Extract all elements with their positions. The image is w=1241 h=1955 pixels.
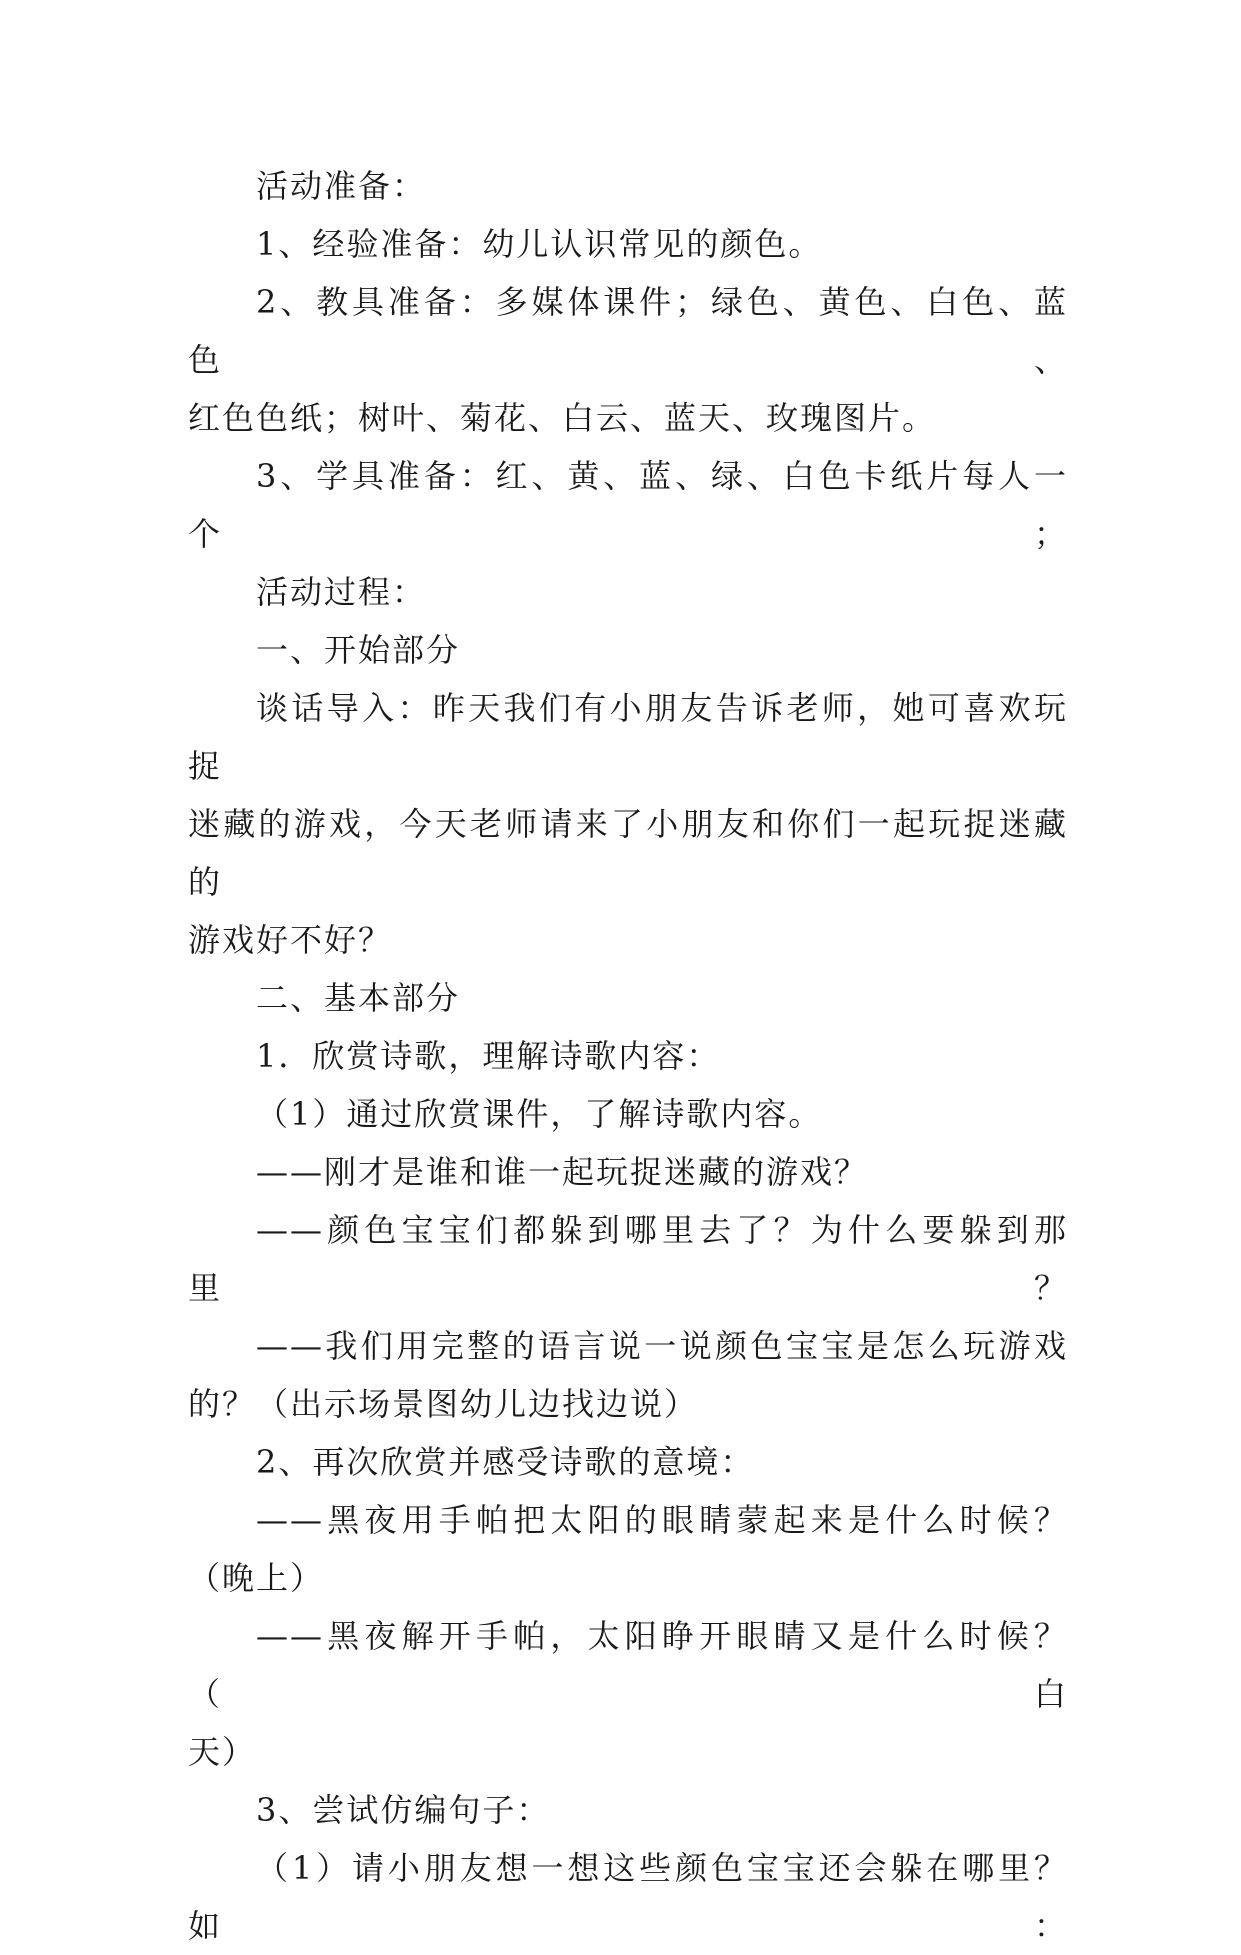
paragraph-courseware: （1）通过欣赏课件，了解诗歌内容。	[256, 1095, 823, 1133]
paragraph-question-day-line2: 天）	[188, 1733, 257, 1771]
paragraph-imitate-sentences: 3、尝试仿编句子：	[256, 1791, 551, 1829]
paragraph-appreciate-poem: 1．欣赏诗歌，理解诗歌内容：	[256, 1037, 721, 1075]
paragraph-section-start: 一、开始部分	[256, 631, 461, 669]
paragraph-teaching-aids-line2: 红色色纸；树叶、菊花、白云、蓝天、玫瑰图片。	[188, 399, 937, 437]
paragraph-activity-prep-heading: 活动准备：	[256, 167, 427, 205]
paragraph-question-how-line1: ——我们用完整的语言说一说颜色宝宝是怎么玩游戏	[256, 1327, 1068, 1365]
document-body	[188, 157, 1068, 1955]
paragraph-teaching-aids-line1: 2、教具准备：多媒体课件；绿色、黄色、白色、蓝色、	[188, 283, 1068, 379]
paragraph-experience-prep: 1、经验准备：幼儿认识常见的颜色。	[256, 225, 823, 263]
paragraph-activity-process-heading: 活动过程：	[256, 573, 427, 611]
paragraph-question-night-line1: ——黑夜用手帕把太阳的眼睛蒙起来是什么时候？	[256, 1501, 1068, 1539]
paragraph-question-who: ——刚才是谁和谁一起玩捉迷藏的游戏？	[256, 1153, 869, 1191]
paragraph-intro-line3: 游戏好不好？	[188, 921, 393, 959]
paragraph-section-basic: 二、基本部分	[256, 979, 461, 1017]
paragraph-think-where: （1）请小朋友想一想这些颜色宝宝还会躲在哪里？如：	[188, 1849, 1068, 1945]
paragraph-appreciate-again: 2、再次欣赏并感受诗歌的意境：	[256, 1443, 755, 1481]
paragraph-intro-line1: 谈话导入：昨天我们有小朋友告诉老师，她可喜欢玩捉	[188, 689, 1068, 785]
paragraph-question-where: ——颜色宝宝们都躲到哪里去了？为什么要躲到那里？	[188, 1211, 1068, 1307]
paragraph-question-how-line2: 的？（出示场景图幼儿边找边说）	[188, 1385, 699, 1423]
paragraph-intro-line2: 迷藏的游戏，今天老师请来了小朋友和你们一起玩捉迷藏的	[188, 805, 1068, 901]
paragraph-learning-tools: 3、学具准备：红、黄、蓝、绿、白色卡纸片每人一个；	[188, 457, 1068, 553]
paragraph-question-night-line2: （晚上）	[188, 1559, 325, 1597]
paragraph-question-day-line1: ——黑夜解开手帕，太阳睁开眼睛又是什么时候？（白	[188, 1617, 1068, 1713]
